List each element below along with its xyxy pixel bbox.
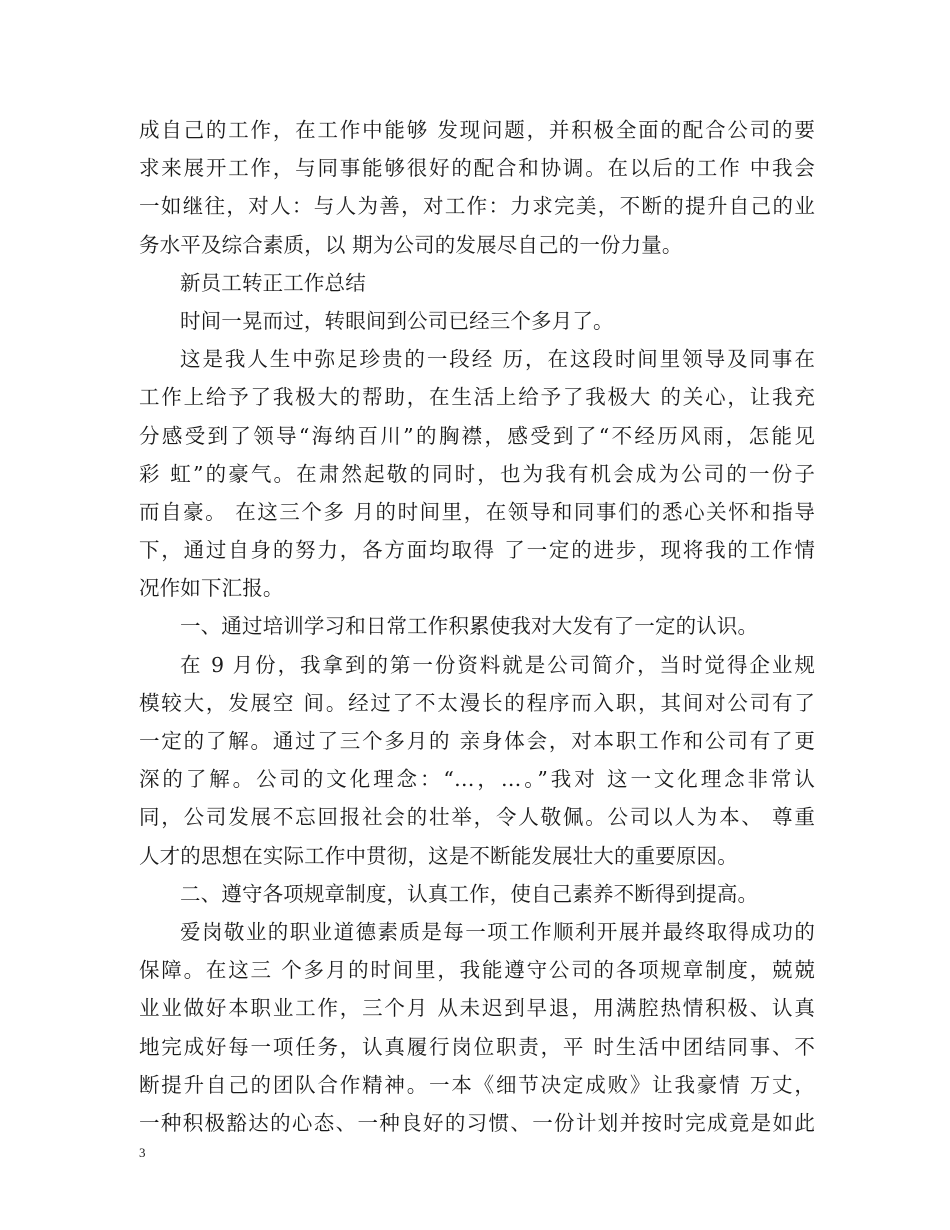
text-line: 求来展开工作，与同事能够很好的配合和协调。在以后的工作 中我会 (139, 156, 815, 181)
text-line: 时间一晃而过，转眼间到公司已经三个多月了。 (180, 308, 614, 333)
text-line: 在 9 月份，我拿到的第一份资料就是公司简介，当时觉得企业规 (180, 652, 815, 677)
text-line: 保障。在这三 个多月的时间里，我能遵守公司的各项规章制度，兢兢 (139, 958, 815, 983)
text-line: 成自己的工作，在工作中能够 发现问题，并积极全面的配合公司的要 (139, 118, 815, 142)
body-text (139, 111, 815, 1142)
page-number: 3 (139, 1145, 146, 1160)
text-line: 一如继往，对人：与人为善，对工作：力求完美，不断的提升自己的业 (139, 194, 815, 219)
text-line: 分感受到了领导“海纳百川”的胸襟，感受到了“不经历风雨，怎能见 (139, 423, 815, 448)
text-line: 断提升自己的团队合作精神。一本《细节决定成败》让我豪情 万丈， (139, 1072, 815, 1097)
text-line: 同，公司发展不忘回报社会的壮举，令人敬佩。公司以人为本、 尊重 (139, 805, 815, 830)
text-line: 模较大，发展空 间。经过了不太漫长的程序而入职，其间对公司有了 (139, 690, 815, 715)
text-line: 一、通过培训学习和日常工作积累使我对大发有了一定的认识。 (180, 614, 759, 639)
text-line: 业业做好本职业工作，三个月 从未迟到早退，用满腔热情积极、认真 (139, 996, 815, 1021)
text-line: 深的了解。公司的文化理念：“…，…。”我对 这一文化理念非常认 (139, 767, 815, 792)
text-line: 彩 虹”的豪气。在肃然起敬的同时，也为我有机会成为公司的一份子 (139, 461, 815, 486)
text-line: 人才的思想在实际工作中贯彻，这是不断能发展壮大的重要原因。 (139, 843, 738, 868)
text-line: 这是我人生中弥足珍贵的一段经 历，在这段时间里领导及同事在 (180, 347, 815, 372)
text-line: 一种积极豁达的心态、一种良好的习惯、一份计划并按时完成竟是如此 (139, 1110, 815, 1135)
text-line: 况作如下汇报。 (139, 576, 284, 601)
text-line: 二、遵守各项规章制度，认真工作，使自己素养不断得到提高。 (180, 881, 759, 906)
text-line: 地完成好每一项任务，认真履行岗位职责，平 时生活中团结同事、不 (139, 1034, 815, 1059)
text-line: 而自豪。 在这三个多 月的时间里，在领导和同事们的悉心关怀和指导 (139, 499, 815, 524)
text-line: 新员工转正工作总结 (180, 270, 366, 295)
text-line: 下，通过自身的努力，各方面均取得 了一定的进步，现将我的工作情 (139, 538, 815, 563)
text-line: 爱岗敬业的职业道德素质是每一项工作顺利开展并最终取得成功的 (180, 919, 815, 944)
text-line: 一定的了解。通过了三个多月的 亲身体会，对本职工作和公司有了更 (139, 729, 815, 753)
text-line: 工作上给予了我极大的帮助，在生活上给予了我极大 的关心，让我充 (139, 385, 815, 410)
text-line: 务水平及综合素质，以 期为公司的发展尽自己的一份力量。 (139, 232, 683, 257)
